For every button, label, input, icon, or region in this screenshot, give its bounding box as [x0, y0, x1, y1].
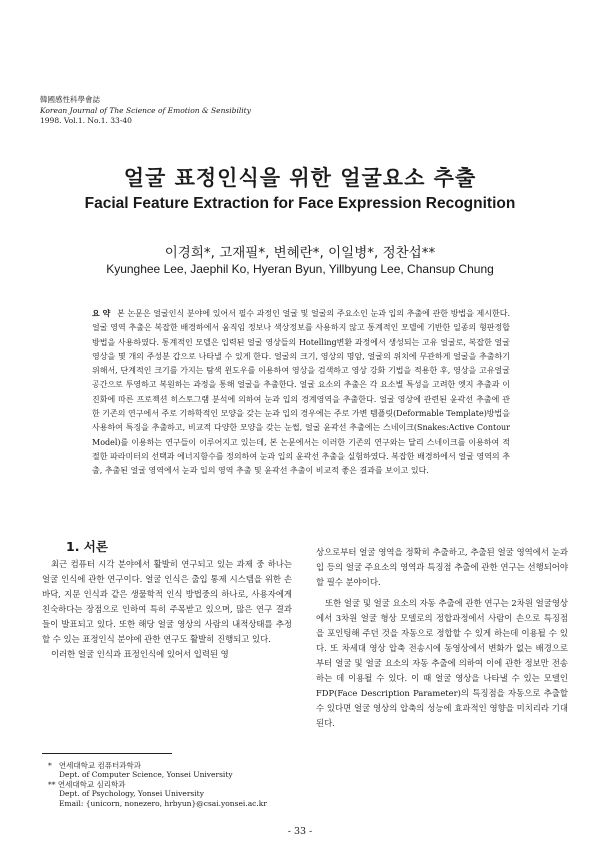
journal-name-ko: 韓國感性科學會誌 — [40, 95, 100, 104]
footnote-line — [48, 761, 318, 770]
left-column — [42, 557, 292, 662]
footnote-affiliation-ko: 연세대학교 심리학과 — [57, 779, 126, 789]
body-paragraph: 이러한 얼굴 인식과 표정인식에 있어서 입력된 영 — [51, 649, 229, 659]
footnote-divider — [42, 753, 172, 754]
body-paragraph: 상으로부터 얼굴 영역을 정확히 추출하고, 추출된 얼굴 영역에서 눈과 입 등의 얼굴 주요소의 영역과 특징점 추출에 관한 연구는 선행되어야 할 필수 분야이다. — [316, 547, 568, 587]
abstract-text: 본 논문은 얼굴인식 분야에 있어서 필수 과정인 얼굴 및 얼굴의 주요소인 눈과 입의 추출에 관한 방법을 제시한다. 얼굴 영역 추출은 복잡한 배경하에서 움직임 정보나 색상정보를 사용하지 않고 통계적인 모델에 기반한 일종의 형판정합 방법을 사용하였다. 통계적인 모델은 입력된 얼굴 영상들의 Hotelling변환 과정에서 생성되는 고유 얼굴로, 복잡한 얼굴 영상을 몇 개의 주성분 갑으로 나타낼 수 있게 한다. 얼굴의 크기, 영상의 명암, 얼굴의 위치에 무관하게 얼굴을 추출하기 위해서, 단계적인 크기를 가지는 탐색 윈도우를 이용하여 영상을 검색하고 영상 강화 기법을 적용한 후, 영상을 고유얼굴 공간으로 투영하고 복원하는 과정을 통해 얼굴을 추출한다. 얼굴 요소의 추출은 각 요소별 특성을 고려한 엣지 추출과 이진화에 따른 프로젝션 히스토그램 분석에 의하여 눈과 입의 경계영역을 추출한다. 얼굴 영상에 관련된 윤곽선 추출에 관한 기존의 연구에서 주로 기하학적인 모양을 갖는 눈과 입의 경우에는 주로 가변 템플릿(Deformable Template)방법을 사용하여 특징을 추출하고, 비교적 다양한 모양을 갖는 눈썹, 얼굴 윤곽선 추출에는 스네이크(Snakes:Active Contour Model)를 이용하는 연구들이 이루어지고 있는데, 본 논문에서는 이러한 기존의 연구와는 달리 스네이크를 이용하여 적절한 파라미터의 선택과 에너지함수를 정의하여 눈과 입의 윤곽선 추출을 실험하였다. 복잡한 배경하에서 얼굴 영역의 추출, 추출된 얼굴 영역에서 눈과 입의 영역 추출 및 윤곽선 추출이 비교적 좋은 결과를 보이고 있다. — [92, 309, 510, 476]
section-heading: 1. 서론 — [66, 539, 108, 554]
footnote-email: Email: {unicorn, nonezero, hrbyun}@csai.yonsei.ac.kr — [59, 798, 267, 808]
footnote-line — [48, 780, 318, 789]
page-number: - 33 - — [287, 826, 313, 837]
journal-volume: 1998. Vol.1. No.1. 33-40 — [40, 116, 132, 125]
title-korean: 얼굴 표정인식을 위한 얼굴요소 추출 — [123, 166, 477, 190]
body-paragraph: 최근 컴퓨터 시각 분야에서 활발히 연구되고 있는 과제 중 하나는 얼굴 인식에 관한 연구이다. 얼굴 인식은 출입 통제 시스템을 위한 손바닥, 지문 인식과 같은 생물학적 인식 방법중의 하나로, 사용자에게 친숙하다는 장점으로 인하여 특히 주목받고 있으며, 많은 연구 결과들이 발표되고 있다. 또한 해당 얼굴 영상의 사람의 내적상태를 추정할 수 있는 표정인식 분야에 관한 연구도 활발히 진행되고 있다. — [42, 559, 292, 644]
authors-english: Kyunghee Lee, Jaephil Ko, Hyeran Byun, Yillbyung Lee, Chansup Chung — [106, 262, 494, 276]
right-column — [316, 545, 568, 731]
journal-header — [40, 95, 360, 127]
authors-korean: 이경희*, 고재필*, 변혜란*, 이일병*, 정찬섭** — [164, 245, 436, 261]
body-paragraph: 또한 얼굴 및 얼굴 요소의 자동 추출에 관한 연구는 2차원 얼굴영상에서 3차원 얼굴 형상 모델로의 정합과정에서 사람이 손으로 특징점을 포인팅해 주던 것을 자동으로 정합할 수 있게 하는데 이용될 수 있다. 또 차세대 영상 압축 전송시에 동영상에서 변화가 없는 배경으로부터 얼굴 및 얼굴 요소의 자동 추출에 의하여 이에 관한 정보만 전송하는 데 이용될 수 있다. 이 때 얼굴 영상을 나타낼 수 있는 모델인 FDP(Face Description Parameter)의 특징점을 자동으로 추출할 수 있다면 얼굴 영상의 압축의 성능에 효과적인 영향을 미치리라 기대된다. — [316, 598, 568, 728]
abstract — [92, 307, 510, 479]
abstract-label: 요 약 — [92, 309, 111, 318]
footnote-mark: ** — [48, 779, 56, 789]
footnote-mark: * — [48, 761, 52, 770]
footnote-line: Dept. of Computer Science, Yonsei University — [59, 770, 233, 780]
title-english: Facial Feature Extraction for Face Expression Recognition — [84, 195, 516, 212]
footnote-affiliation-ko: 연세대학교 컴퓨터과학과 — [58, 761, 141, 770]
footnote-line: Dept. of Psychology, Yonsei University — [59, 789, 204, 799]
footnotes — [48, 761, 318, 808]
journal-name-en: Korean Journal of The Science of Emotion & Sensibility — [40, 105, 251, 115]
